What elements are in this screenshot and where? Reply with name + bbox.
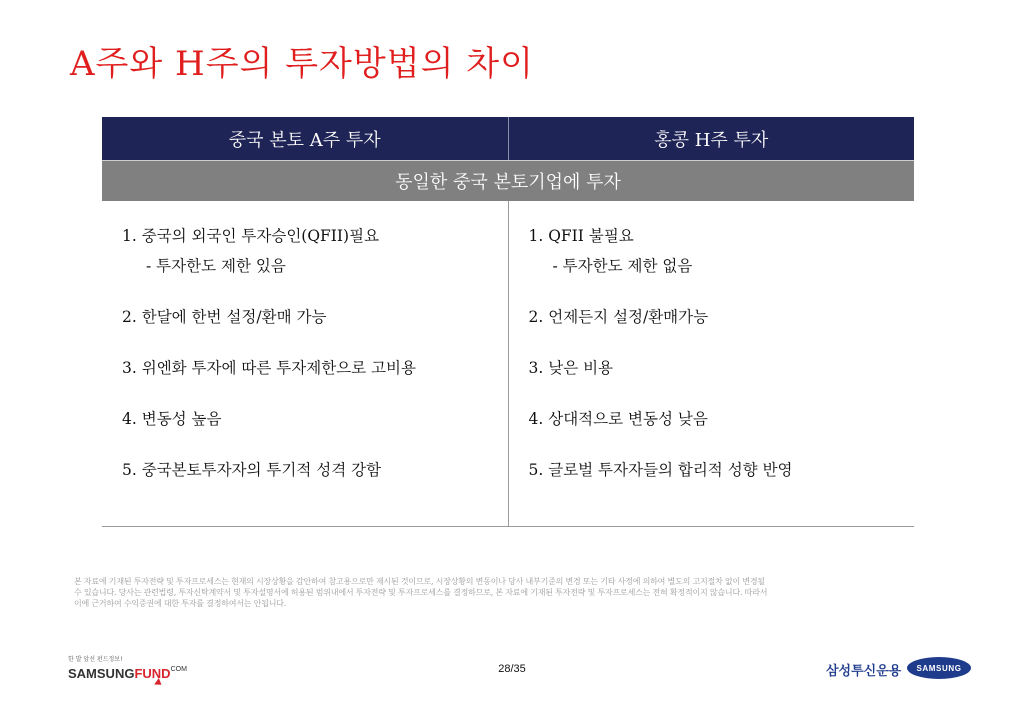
header-a-shares: 중국 본토 A주 투자	[228, 129, 381, 151]
disclaimer-line: 수 있습니다. 당사는 관련법령, 투자신탁계약서 및 투자설명서에 허용된 범위내에서 투자전략 및 투자프로세스를 결정하므로, 본 자료에 기재된 투자전략 및 투자프로세스는 전혀 확정적이지 않습니다. 따라서	[74, 588, 768, 597]
samsungfund-logo	[68, 654, 188, 688]
list-item: 5. 글로벌 투자자들의 합리적 성향 반영	[528, 461, 793, 479]
logo-brand: SAMSUNG	[68, 666, 135, 681]
comparison-table	[102, 117, 914, 527]
logo-suffix: COM	[170, 666, 187, 673]
list-item: 2. 언제든지 설정/환매가능	[528, 308, 709, 326]
list-item: 2. 한달에 한번 설정/환매 가능	[122, 308, 327, 326]
disclaimer	[74, 576, 954, 609]
h-shares-column	[508, 201, 915, 526]
list-item: 1. 중국의 외국인 투자승인(QFII)필요	[122, 227, 380, 245]
disclaimer-line: 본 자료에 기재된 투자전략 및 투자프로세스는 현재의 시장상황을 감안하여 참고용으로만 제시된 것이므로, 시장상황의 변동이나 당사 내부기준의 변경 또는 기타 사정에 의하여 별도의 고지절차 없이 변경될	[74, 577, 765, 586]
logo-wordmark	[68, 666, 188, 681]
logo-accent: FUND	[134, 666, 171, 681]
list-subitem: - 투자한도 제한 없음	[552, 257, 693, 275]
list-subitem: - 투자한도 제한 있음	[146, 257, 286, 275]
company-name: 삼성투신운용	[826, 664, 902, 679]
common-row: 동일한 중국 본토기업에 투자	[102, 160, 914, 201]
page-title: A주와 H주의 투자방법의 차이	[70, 44, 534, 84]
list-item: 1. QFII 불필요	[528, 227, 634, 245]
list-item: 4. 상대적으로 변동성 낮음	[528, 410, 708, 428]
samsung-logo: SAMSUNG	[907, 657, 971, 679]
list-item: 5. 중국본토투자자의 투기적 성격 강함	[122, 461, 382, 479]
list-item: 3. 위엔화 투자에 따른 투자제한으로 고비용	[122, 359, 416, 377]
logo-tagline: 한 발 앞선 펀드정보!	[68, 656, 123, 663]
list-item: 4. 변동성 높음	[122, 410, 222, 428]
page-number: 28/35	[498, 663, 526, 675]
a-shares-column	[102, 201, 508, 526]
list-item: 3. 낮은 비용	[528, 359, 614, 377]
table-header-row	[102, 117, 914, 160]
header-h-shares: 홍콩 H주 투자	[508, 117, 915, 160]
table-body-row	[102, 201, 914, 527]
disclaimer-line: 이에 근거하여 수익증권에 대한 투자를 결정하여서는 안됩니다.	[74, 599, 287, 608]
